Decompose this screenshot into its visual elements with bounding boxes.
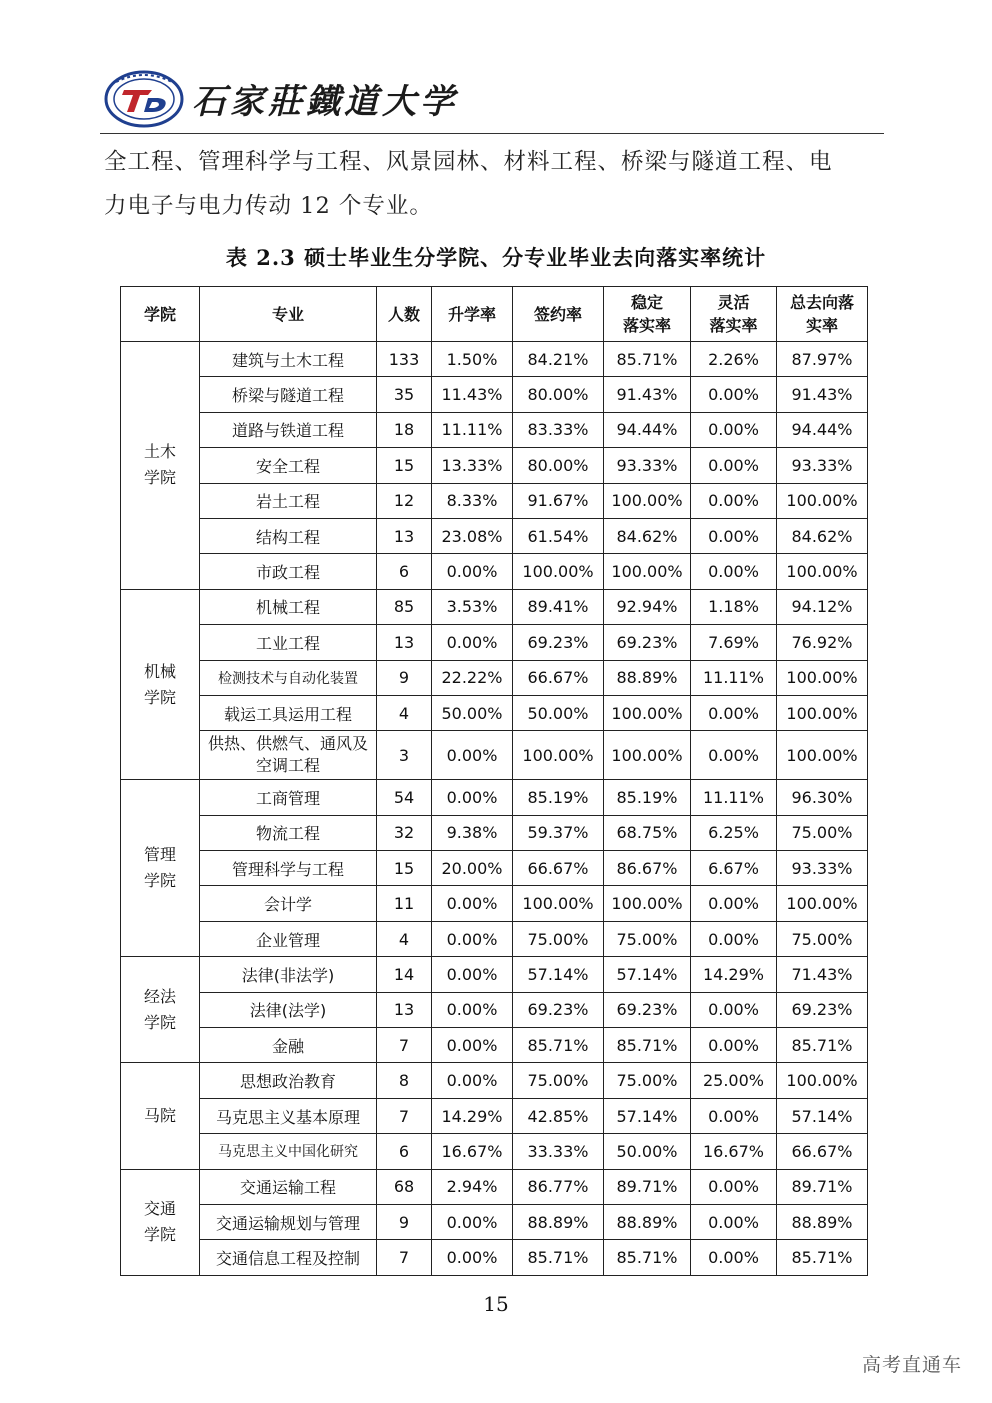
total-rate-cell: 100.00% [777,554,868,589]
stable-rate-cell: 88.89% [604,660,691,695]
total-rate-cell: 89.71% [777,1169,868,1204]
stable-rate-cell: 88.89% [604,1204,691,1239]
total-rate-cell: 100.00% [777,886,868,921]
total-rate-cell: 84.62% [777,518,868,553]
table-row [121,1134,868,1169]
major-cell: 金融 [200,1028,377,1063]
table-row [121,1204,868,1239]
flexible-rate-cell: 0.00% [691,483,777,518]
further-study-rate-cell: 0.00% [432,1063,513,1098]
flexible-rate-cell: 6.25% [691,815,777,850]
total-rate-cell: 88.89% [777,1204,868,1239]
college-name-line: 土木 [143,442,176,462]
table-row [121,1098,868,1133]
stable-rate-cell: 89.71% [604,1169,691,1204]
further-study-rate-cell: 16.67% [432,1134,513,1169]
contract-rate-cell: 88.89% [513,1204,604,1239]
stable-rate-cell: 100.00% [604,554,691,589]
contract-rate-cell: 66.67% [513,851,604,886]
page-number: 15 [483,1292,509,1316]
flexible-rate-cell: 1.18% [691,589,777,624]
flexible-rate-cell: 7.69% [691,625,777,660]
count-cell: 35 [377,377,432,412]
further-study-rate-cell: 22.22% [432,660,513,695]
further-study-rate-cell: 0.00% [432,1204,513,1239]
contract-rate-cell: 85.19% [513,780,604,815]
stable-rate-cell: 85.19% [604,780,691,815]
count-cell: 68 [377,1169,432,1204]
contract-rate-cell: 57.14% [513,957,604,992]
count-cell: 133 [377,342,432,377]
university-name: 石家莊鐵道大学 [192,82,458,122]
count-cell: 15 [377,448,432,483]
table-header-row [121,287,868,342]
major-cell: 结构工程 [200,518,377,553]
contract-rate-cell: 59.37% [513,815,604,850]
stable-rate-cell: 85.71% [604,342,691,377]
stable-rate-cell: 68.75% [604,815,691,850]
further-study-rate-cell: 0.00% [432,957,513,992]
count-cell: 14 [377,957,432,992]
count-cell: 13 [377,518,432,553]
total-rate-cell: 100.00% [777,1063,868,1098]
flexible-rate-cell: 2.26% [691,342,777,377]
flexible-rate-cell: 0.00% [691,377,777,412]
flexible-rate-cell: 0.00% [691,412,777,447]
total-rate-cell: 75.00% [777,815,868,850]
further-study-rate-cell: 0.00% [432,780,513,815]
stable-rate-cell: 86.67% [604,851,691,886]
contract-rate-cell: 85.71% [513,1240,604,1275]
college-cell [121,780,200,957]
total-rate-cell: 100.00% [777,731,868,780]
flexible-rate-cell: 25.00% [691,1063,777,1098]
university-logo-icon [102,68,186,130]
total-rate-cell: 69.23% [777,992,868,1027]
flexible-rate-cell: 0.00% [691,1240,777,1275]
column-header-stable [604,287,691,342]
table-row [121,342,868,377]
count-cell: 9 [377,1204,432,1239]
table-row [121,1240,868,1275]
contract-rate-cell: 80.00% [513,448,604,483]
stable-rate-cell: 69.23% [604,992,691,1027]
table-row [121,660,868,695]
college-name-line: 经法 [143,986,176,1006]
table-row [121,377,868,412]
flexible-rate-cell: 0.00% [691,921,777,956]
header-line: 落实率 [709,316,758,335]
table-row [121,625,868,660]
count-cell: 11 [377,886,432,921]
count-cell: 4 [377,695,432,730]
flexible-rate-cell: 11.11% [691,780,777,815]
count-cell: 15 [377,851,432,886]
major-cell: 桥梁与隧道工程 [200,377,377,412]
count-cell: 4 [377,921,432,956]
contract-rate-cell: 80.00% [513,377,604,412]
stable-rate-cell: 85.71% [604,1028,691,1063]
count-cell: 6 [377,554,432,589]
contract-rate-cell: 84.21% [513,342,604,377]
major-cell: 载运工具运用工程 [200,695,377,730]
column-header-college: 学院 [121,287,200,342]
count-cell: 3 [377,731,432,780]
further-study-rate-cell: 20.00% [432,851,513,886]
contract-rate-cell: 85.71% [513,1028,604,1063]
contract-rate-cell: 100.00% [513,554,604,589]
college-name-line: 学院 [143,1012,176,1032]
stable-rate-cell: 75.00% [604,1063,691,1098]
table-row [121,589,868,624]
flexible-rate-cell: 6.67% [691,851,777,886]
flexible-rate-cell: 0.00% [691,448,777,483]
major-cell: 机械工程 [200,589,377,624]
total-rate-cell: 76.92% [777,625,868,660]
flexible-rate-cell: 14.29% [691,957,777,992]
table-row [121,780,868,815]
contract-rate-cell: 61.54% [513,518,604,553]
table-row [121,554,868,589]
count-cell: 13 [377,992,432,1027]
column-header-major: 专业 [200,287,377,342]
contract-rate-cell: 75.00% [513,1063,604,1098]
major-cell: 岩土工程 [200,483,377,518]
table-row [121,518,868,553]
total-rate-cell: 100.00% [777,660,868,695]
count-cell: 32 [377,815,432,850]
count-cell: 9 [377,660,432,695]
flexible-rate-cell: 16.67% [691,1134,777,1169]
stable-rate-cell: 92.94% [604,589,691,624]
further-study-rate-cell: 1.50% [432,342,513,377]
contract-rate-cell: 86.77% [513,1169,604,1204]
contract-rate-cell: 100.00% [513,886,604,921]
total-rate-cell: 87.97% [777,342,868,377]
watermark-text: 高考直通车 [861,1354,962,1376]
major-cell: 企业管理 [200,921,377,956]
further-study-rate-cell: 0.00% [432,992,513,1027]
contract-rate-cell: 75.00% [513,921,604,956]
graduate-destination-table [120,286,868,1276]
college-cell [121,589,200,780]
stable-rate-cell: 91.43% [604,377,691,412]
flexible-rate-cell: 0.00% [691,554,777,589]
body-line: 全工程、管理科学与工程、风景园林、材料工程、桥梁与隧道工程、电 [104,149,833,175]
college-name-line: 马院 [143,1106,176,1125]
table-caption: 表 2.3 硕士毕业生分学院、分专业毕业去向落实率统计 [225,245,767,270]
further-study-rate-cell: 0.00% [432,554,513,589]
contract-rate-cell: 89.41% [513,589,604,624]
header-line: 总去向落 [789,293,854,312]
major-cell: 马克思主义基本原理 [200,1098,377,1133]
contract-rate-cell: 69.23% [513,625,604,660]
major-cell: 交通信息工程及控制 [200,1240,377,1275]
total-rate-cell: 93.33% [777,448,868,483]
table-row [121,851,868,886]
further-study-rate-cell: 50.00% [432,695,513,730]
further-study-rate-cell: 14.29% [432,1098,513,1133]
total-rate-cell: 94.44% [777,412,868,447]
contract-rate-cell: 100.00% [513,731,604,780]
major-cell: 法律(非法学) [200,957,377,992]
major-cell: 马克思主义中国化研究 [200,1134,377,1169]
college-name-line: 学院 [143,687,176,707]
count-cell: 7 [377,1098,432,1133]
further-study-rate-cell: 8.33% [432,483,513,518]
major-cell: 检测技术与自动化装置 [200,660,377,695]
stable-rate-cell: 100.00% [604,731,691,780]
flexible-rate-cell: 0.00% [691,1169,777,1204]
college-name-line: 学院 [143,871,176,891]
count-cell: 7 [377,1240,432,1275]
major-cell: 物流工程 [200,815,377,850]
total-rate-cell: 57.14% [777,1098,868,1133]
further-study-rate-cell: 2.94% [432,1169,513,1204]
further-study-rate-cell: 0.00% [432,625,513,660]
flexible-rate-cell: 0.00% [691,1098,777,1133]
total-rate-cell: 100.00% [777,483,868,518]
stable-rate-cell: 50.00% [604,1134,691,1169]
header-line: 实率 [805,316,838,335]
table-row [121,957,868,992]
contract-rate-cell: 66.67% [513,660,604,695]
table-row [121,886,868,921]
table-row [121,1028,868,1063]
header-line: 稳定 [630,293,663,312]
major-cell: 道路与铁道工程 [200,412,377,447]
contract-rate-cell: 42.85% [513,1098,604,1133]
table-row [121,992,868,1027]
flexible-rate-cell: 0.00% [691,1204,777,1239]
header-line: 落实率 [622,316,671,335]
table-row [121,731,868,780]
stable-rate-cell: 85.71% [604,1240,691,1275]
further-study-rate-cell: 0.00% [432,731,513,780]
count-cell: 6 [377,1134,432,1169]
flexible-rate-cell: 0.00% [691,518,777,553]
further-study-rate-cell: 11.11% [432,412,513,447]
total-rate-cell: 96.30% [777,780,868,815]
table-row [121,448,868,483]
total-rate-cell: 94.12% [777,589,868,624]
body-paragraph [104,140,884,228]
major-cell: 市政工程 [200,554,377,589]
total-rate-cell: 100.00% [777,695,868,730]
college-cell [121,342,200,590]
major-cell: 工商管理 [200,780,377,815]
stable-rate-cell: 93.33% [604,448,691,483]
count-cell: 54 [377,780,432,815]
contract-rate-cell: 83.33% [513,412,604,447]
body-line: 力电子与电力传动 12 个专业。 [104,193,433,219]
count-cell: 18 [377,412,432,447]
total-rate-cell: 85.71% [777,1240,868,1275]
college-cell [121,1063,200,1169]
college-name-line: 交通 [143,1199,176,1219]
page-header [100,66,884,134]
count-cell: 8 [377,1063,432,1098]
contract-rate-cell: 69.23% [513,992,604,1027]
flexible-rate-cell: 0.00% [691,695,777,730]
major-cell: 安全工程 [200,448,377,483]
major-cell: 会计学 [200,886,377,921]
count-cell: 12 [377,483,432,518]
further-study-rate-cell: 23.08% [432,518,513,553]
table-row [121,412,868,447]
count-cell: 7 [377,1028,432,1063]
total-rate-cell: 75.00% [777,921,868,956]
further-study-rate-cell: 0.00% [432,886,513,921]
stable-rate-cell: 75.00% [604,921,691,956]
total-rate-cell: 93.33% [777,851,868,886]
count-cell: 85 [377,589,432,624]
header-line: 灵活 [717,293,750,312]
flexible-rate-cell: 11.11% [691,660,777,695]
column-header-total [777,287,868,342]
total-rate-cell: 85.71% [777,1028,868,1063]
flexible-rate-cell: 0.00% [691,1028,777,1063]
count-cell: 13 [377,625,432,660]
major-cell: 法律(法学) [200,992,377,1027]
stable-rate-cell: 84.62% [604,518,691,553]
table-row [121,695,868,730]
total-rate-cell: 66.67% [777,1134,868,1169]
further-study-rate-cell: 9.38% [432,815,513,850]
stable-rate-cell: 100.00% [604,483,691,518]
header-divider [100,133,884,134]
stable-rate-cell: 57.14% [604,957,691,992]
contract-rate-cell: 50.00% [513,695,604,730]
further-study-rate-cell: 0.00% [432,1028,513,1063]
table-row [121,1169,868,1204]
table-body [121,342,868,1276]
major-cell: 交通运输工程 [200,1169,377,1204]
contract-rate-cell: 91.67% [513,483,604,518]
college-name-line: 学院 [143,1225,176,1245]
flexible-rate-cell: 0.00% [691,992,777,1027]
column-header-count: 人数 [377,287,432,342]
college-cell [121,1169,200,1275]
table-row [121,1063,868,1098]
major-cell: 交通运输规划与管理 [200,1204,377,1239]
contract-rate-cell: 33.33% [513,1134,604,1169]
further-study-rate-cell: 13.33% [432,448,513,483]
flexible-rate-cell: 0.00% [691,886,777,921]
stable-rate-cell: 69.23% [604,625,691,660]
total-rate-cell: 71.43% [777,957,868,992]
column-header-contract: 签约率 [513,287,604,342]
stable-rate-cell: 100.00% [604,695,691,730]
table-row [121,921,868,956]
further-study-rate-cell: 3.53% [432,589,513,624]
major-cell: 建筑与土木工程 [200,342,377,377]
further-study-rate-cell: 11.43% [432,377,513,412]
table-row [121,815,868,850]
stable-rate-cell: 100.00% [604,886,691,921]
college-name-line: 管理 [143,845,176,865]
stable-rate-cell: 94.44% [604,412,691,447]
column-header-further-study: 升学率 [432,287,513,342]
major-cell: 思想政治教育 [200,1063,377,1098]
college-name-line: 学院 [143,468,176,488]
flexible-rate-cell: 0.00% [691,731,777,780]
major-cell: 工业工程 [200,625,377,660]
major-cell: 管理科学与工程 [200,851,377,886]
college-cell [121,957,200,1063]
stable-rate-cell: 57.14% [604,1098,691,1133]
further-study-rate-cell: 0.00% [432,1240,513,1275]
college-name-line: 机械 [143,661,176,681]
major-cell: 供热、供燃气、通风及空调工程 [200,731,377,780]
further-study-rate-cell: 0.00% [432,921,513,956]
column-header-flexible [691,287,777,342]
total-rate-cell: 91.43% [777,377,868,412]
table-row [121,483,868,518]
